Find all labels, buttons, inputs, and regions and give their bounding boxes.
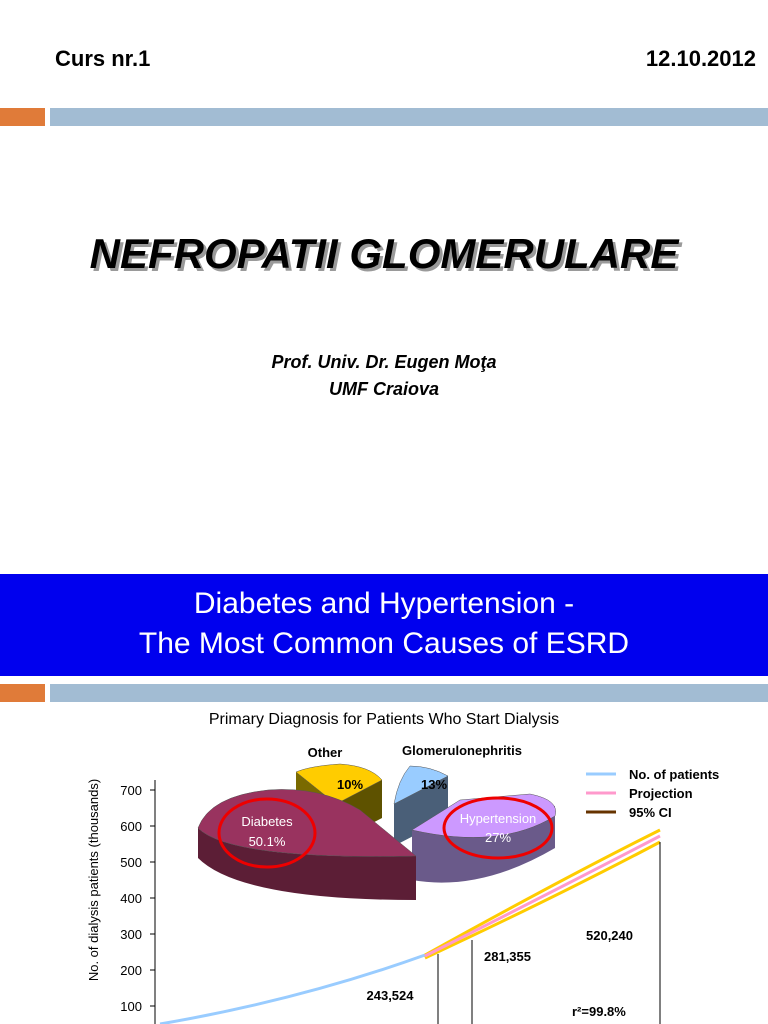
pie-label-htn: Hypertension (459, 811, 537, 826)
author-name: Prof. Univ. Dr. Eugen Moţa (271, 352, 497, 372)
y-tick-label: 100 (120, 999, 142, 1014)
pie-value-other: 10% (336, 777, 364, 792)
y-tick-label: 300 (120, 927, 142, 942)
accent-bar-blue (50, 108, 768, 126)
legend-label: No. of patients (629, 767, 720, 782)
y-tick-label: 200 (120, 963, 142, 978)
course-date: 12.10.2012 (645, 46, 756, 71)
slide-title: NEFROPATII GLOMERULARE (89, 230, 679, 277)
annotation-r2: r²=99.8% (572, 1004, 626, 1019)
accent-bar-blue-2 (50, 684, 768, 702)
chart-area (0, 730, 768, 1024)
y-tick-label: 400 (120, 891, 142, 906)
banner-line-1: Diabetes and Hypertension - (193, 587, 575, 620)
pie-label-other: Other (307, 745, 343, 760)
pie-value-diabetes: 50.1% (248, 834, 286, 849)
legend (586, 767, 719, 820)
pie-label-diabetes: Diabetes (241, 814, 293, 829)
y-axis-label: No. of dialysis patients (thousands) (86, 778, 101, 982)
accent-bar-orange (0, 108, 45, 126)
pie-chart (198, 743, 556, 900)
chart-title: Primary Diagnosis for Patients Who Start Dialysis (208, 711, 560, 728)
annotation-value: 520,240 (586, 928, 633, 943)
banner-line-2: The Most Common Causes of ESRD (138, 627, 630, 660)
pie-value-htn: 27% (484, 830, 512, 845)
course-number: Curs nr.1 (55, 46, 151, 71)
legend-label: 95% CI (629, 805, 672, 820)
annotation-value: 281,355 (484, 949, 531, 964)
y-tick-label: 600 (120, 819, 142, 834)
pie-value-gn: 13% (420, 777, 448, 792)
institution-name: UMF Craiova (328, 379, 440, 399)
pie-label-gn: Glomerulonephritis (402, 743, 522, 758)
y-tick-label: 500 (120, 855, 142, 870)
slide2-banner (0, 574, 768, 676)
accent-bar-orange-2 (0, 684, 45, 702)
y-tick-label: 700 (120, 783, 142, 798)
legend-label: Projection (629, 786, 693, 801)
y-ticks (120, 783, 155, 1014)
annotation-value: 243,524 (366, 988, 414, 1003)
